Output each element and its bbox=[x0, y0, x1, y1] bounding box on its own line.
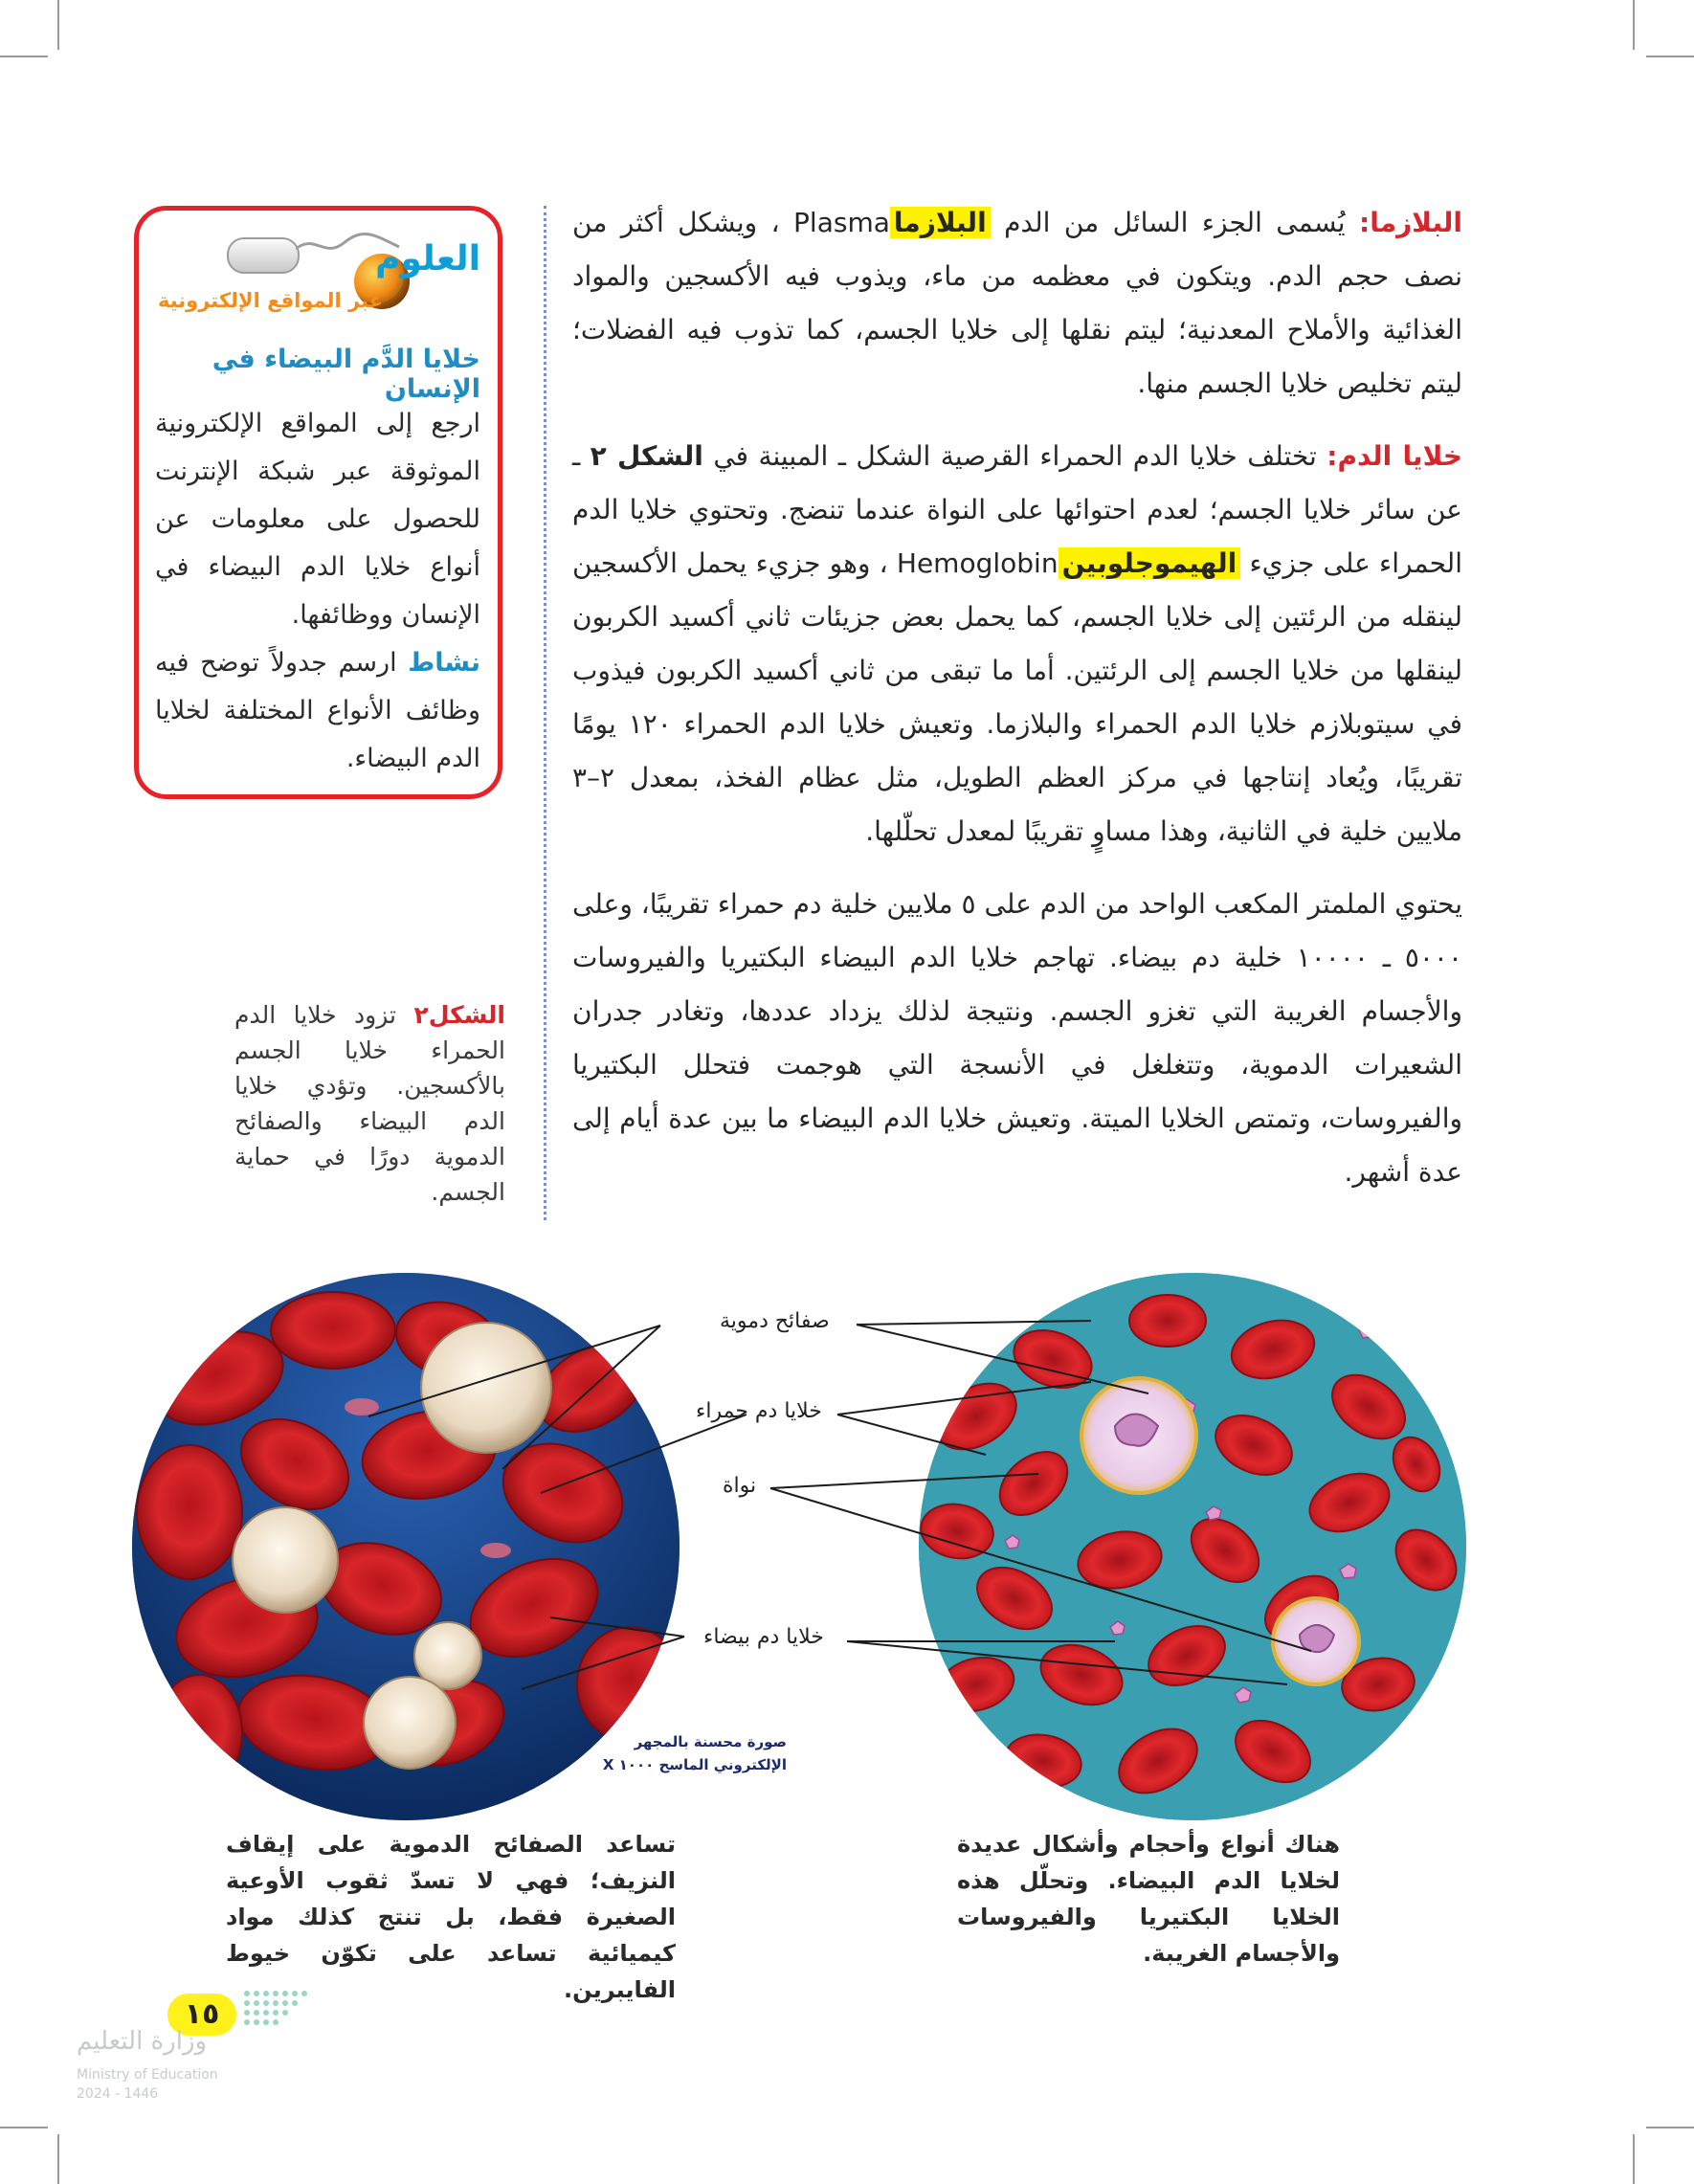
caption-white-cells: هناك أنواع وأحجام وأشكال عديدة لخلايا الدم البيضاء. وتحلّل هذه الخلايا البكتيريا والفيروسات والأجسام الغريبة. bbox=[957, 1831, 1340, 1967]
box-title: خلايا الدَّم البيضاء في الإنسان bbox=[212, 345, 480, 404]
plasma-paragraph: البلازما: يُسمى الجزء السائل من الدم البلازما Plasma، ويشكل أكثر من نصف حجم الدم. ويتكون في معظمه من ماء، ويذوب فيه الأكسجين والمواد الغذائية والأملاح المعدنية؛ ليتم نقلها إلى خلايا الجسم، كما تذوب فيه الفضلات؛ ليتم تخليص خلايا الجسم منها. bbox=[572, 207, 1462, 399]
ministry-name-en: Ministry of Education bbox=[77, 2067, 218, 2083]
label-nucleus: نواة bbox=[723, 1474, 757, 1498]
page-number: ١٥ bbox=[167, 1994, 236, 2036]
blood-cells-term: خلايا الدم: bbox=[1326, 440, 1463, 472]
brand-title: العلوم bbox=[375, 239, 480, 279]
microscope-note: صورة محسنة بالمجهر الإلكتروني الماسح ١٠٠٠ X bbox=[602, 1733, 787, 1773]
box-body: ارجع إلى المواقع الإلكترونية الموثوقة عبر شبكة الإنترنت للحصول على معلومات عن أنواع خلايا الدم البيضاء في الإنسان ووظائفها. نشاط ارسم جدولاً توضح فيه وظائف الأنواع المختلفة لخلايا الدم البيضاء. bbox=[155, 409, 480, 773]
blood-cells-paragraph: خلايا الدم: تختلف خلايا الدم الحمراء القرصية الشكل ـ المبينة في الشكل ٢ ـ عن سائر خلايا الجسم؛ لعدم احتوائها على النواة عندما تنضج. وتحتوي خلايا الدم الحمراء على جزيء الهيموجلوبين Hemoglobin، وهو جزيء يحمل الأكسجين لينقله من الرئتين إلى خلايا الجسم، كما يحمل بعض جزيئات ثاني أكسيد الكربون لينقلها من خلايا الجسم إلى الرئتين. أما ما تبقى من ثاني أكسيد الكربون فيذوب في سيتوبلازم خلايا الدم الحمراء والبلازما. وتعيش خلايا الدم الحمراء ١٢٠ يومًا تقريبًا، ويُعاد إنتاجها في مركز العظم الطويل، مثل عظام الفخذ، بمعدل ٢–٣ ملايين خلية في الثانية، وهذا مساوٍ تقريبًا لمعدل تحلّلها. bbox=[572, 440, 1463, 847]
hemoglobin-highlight: الهيموجلوبين bbox=[1059, 547, 1241, 579]
figure-label: الشكل٢ bbox=[413, 1001, 505, 1029]
label-platelets: صفائح دموية bbox=[720, 1309, 830, 1333]
label-red-cells: خلايا دم حمراء bbox=[696, 1399, 822, 1423]
caption-platelets: تساعد الصفائح الدموية على إيقاف النزيف؛ فهي لا تسدّ ثقوب الأوعية الصغيرة فقط، بل تنتج كذلك مواد كيميائية تساعد على تكوّن خيوط الفايبرين. bbox=[226, 1831, 676, 2003]
ministry-name-ar: وزارة التعليم bbox=[77, 2027, 208, 2056]
brand-subtitle: عبر المواقع الإلكترونية bbox=[157, 289, 383, 312]
label-white-cells: خلايا دم بيضاء bbox=[703, 1625, 824, 1649]
plasma-highlight: البلازما bbox=[890, 207, 991, 238]
white-cells-paragraph: يحتوي الملمتر المكعب الواحد من الدم على ٥ ملايين خلية دم حمراء تقريبًا، وعلى ٥٠٠٠ ـ ١٠٠٠٠ خلية دم بيضاء. تهاجم خلايا الدم البيضاء البكتيريا والفيروسات والأجسام الغريبة التي تغزو الجسم. ونتيجة لذلك يزداد عددها، وتغادر جدران الشعيرات الدموية، وتتغلغل في الأنسجة التي هوجمت فتحلل البكتيريا والفيروسات، وتمتص الخلايا الميتة. وتعيش خلايا الدم البيضاء ما بين عدة أيام إلى عدة أشهر. bbox=[572, 888, 1463, 1188]
figure-reference: الشكل ٢ bbox=[590, 440, 703, 472]
ministry-year: 2024 - 1446 bbox=[77, 2086, 159, 2102]
plasma-term: البلازما: bbox=[1359, 207, 1462, 238]
activity-label: نشاط bbox=[408, 648, 480, 678]
figure-caption: الشكل٢ تزود خلايا الدم الحمراء خلايا الجسم بالأكسجين. وتؤدي خلايا الدم البيضاء والصفائح الدموية دورًا في حماية الجسم. bbox=[234, 1001, 505, 1206]
